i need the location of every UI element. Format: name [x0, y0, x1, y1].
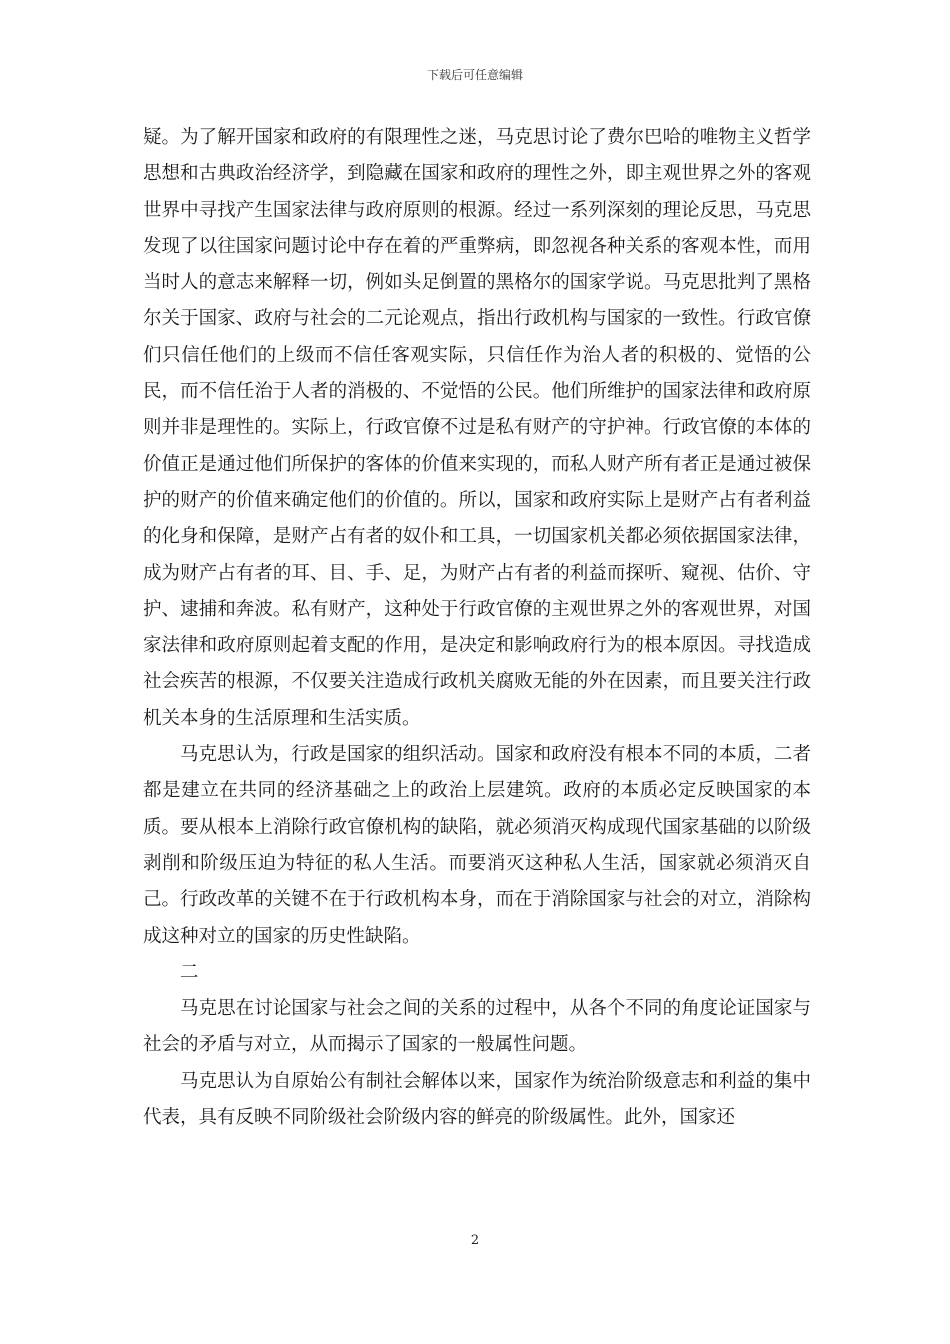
document-body — [143, 120, 811, 1136]
paragraph-2: 马克思认为，行政是国家的组织活动。国家和政府没有根本不同的本质，二者都是建立在共同的经济基础之上的政治上层建筑。政府的本质必定反映国家的本质。要从根本上消除行政官僚机构的缺陷，就必须消灭构成现代国家基础的以阶级剥削和阶级压迫为特征的私人生活。而要消灭这种私人生活，国家就必须消灭自己。行政改革的关键不在于行政机构本身，而在于消除国家与社会的对立，消除构成这种对立的国家的历史性缺陷。 — [143, 744, 811, 947]
paragraph-3: 马克思在讨论国家与社会之间的关系的过程中，从各个不同的角度论证国家与社会的矛盾与对立，从而揭示了国家的一般属性问题。 — [143, 998, 811, 1056]
page-header: 下载后可任意编辑 — [426, 68, 523, 82]
paragraph-4: 马克思认为自原始公有制社会解体以来，国家作为统治阶级意志和利益的集中代表，具有反映不同阶级社会阶级内容的鲜亮的阶级属性。此外，国家还 — [143, 1070, 811, 1129]
page-number: 2 — [470, 1233, 480, 1248]
section-number: 二 — [180, 961, 199, 983]
paragraph-1: 疑。为了解开国家和政府的有限理性之迷，马克思讨论了费尔巴哈的唯物主义哲学思想和古典政治经济学，到隐藏在国家和政府的理性之外，即主观世界之外的客观世界中寻找产生国家法律与政府原则的根源。经过一系列深刻的理论反思，马克思发现了以往国家问题讨论中存在着的严重弊病，即忽视各种关系的客观本性，而用当时人的意志来解释一切，例如头足倒置的黑格尔的国家学说。马克思批判了黑格尔关于国家、政府与社会的二元论观点，指出行政机构与国家的一致性。行政官僚们只信任他们的上级而不信任客观实际，只信任作为治人者的积极的、觉悟的公民，而不信任治于人者的消极的、不觉悟的公民。他们所维护的国家法律和政府原则并非是理性的。实际上，行政官僚不过是私有财产的守护神。行政官僚的本体的价值正是通过他们所保护的客体的价值来实现的，而私人财产所有者正是通过被保护的财产的价值来确定他们的价值的。所以，国家和政府实际上是财产占有者利益的化身和保障，是财产占有者的奴仆和工具，一切国家机关都必须依据国家法律，成为财产占有者的耳、目、手、足，为财产占有者的利益而探听、窥视、估价、守护、逮捕和奔波。私有财产，这种处于行政官僚的主观世界之外的客观世界，对国家法律和政府原则起着支配的作用，是决定和影响政府行为的根本原因。寻找造成社会疾苦的根源，不仅要关注造成行政机关腐败无能的外在因素，而且要关注行政机关本身的生活原理和生活实质。 — [143, 127, 811, 729]
